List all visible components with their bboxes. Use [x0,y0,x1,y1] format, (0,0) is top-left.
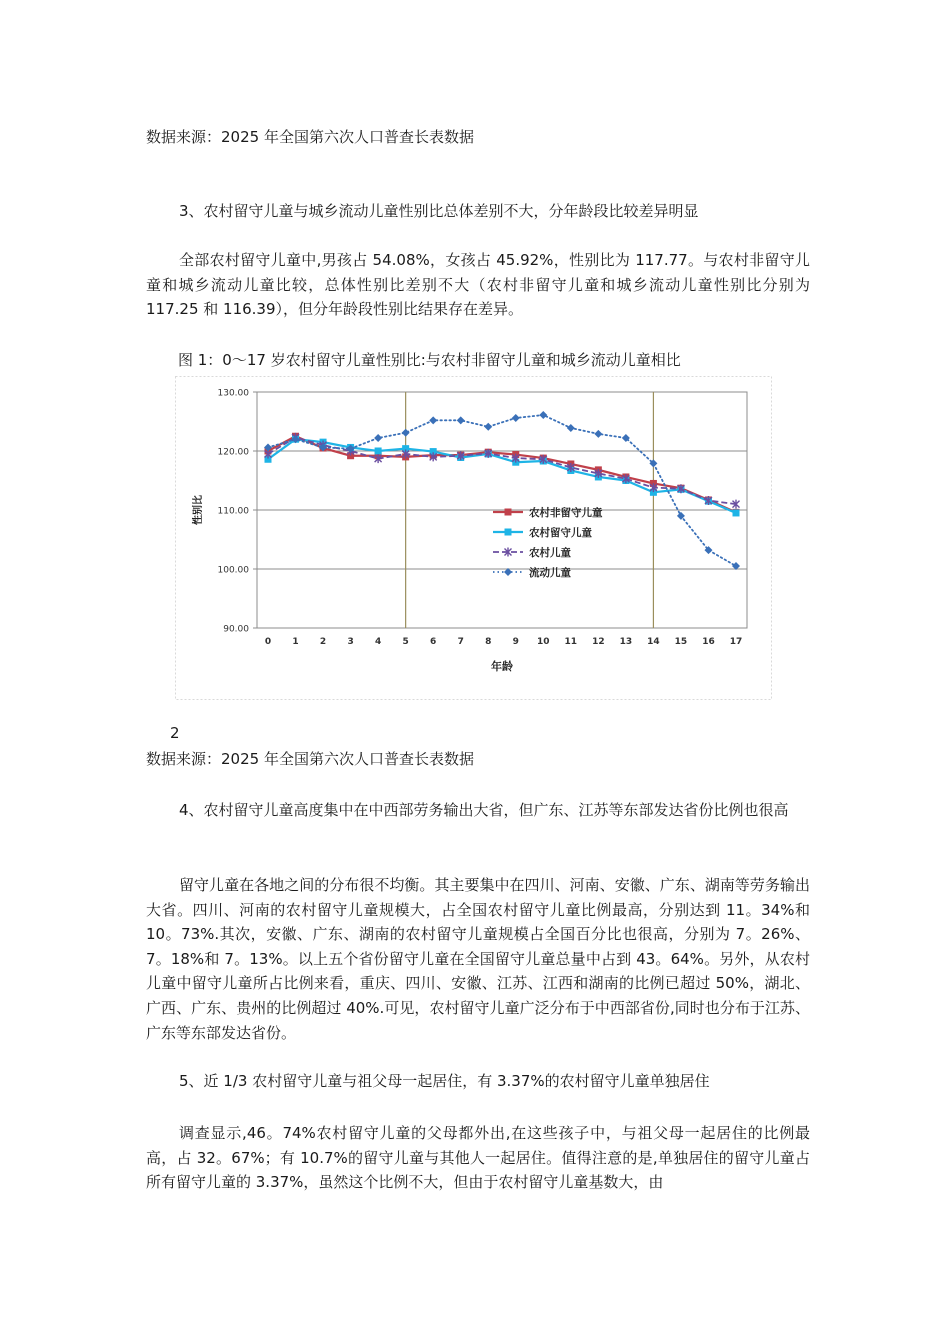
legend-label: 流动儿童 [529,567,571,579]
x-tick-label: 15 [674,637,688,647]
section-3-heading: 3、农村留守儿童与城乡流动儿童性别比总体差别不大，分年龄段比较差异明显 [179,202,699,220]
x-tick-label: 9 [512,637,519,647]
legend-label: 农村留守儿童 [529,527,592,539]
x-tick-label: 5 [402,637,409,647]
y-axis-title: 性别比 [193,495,204,525]
legend-label: 农村非留守儿童 [529,507,603,519]
sex-ratio-chart [175,376,772,700]
legend-label: 农村儿童 [529,547,571,559]
x-tick-label: 17 [729,637,743,647]
source-note: 数据来源：2025 年全国第六次人口普查长表数据 [146,750,474,768]
page-number: 2 [170,724,180,742]
x-tick-label: 4 [374,637,382,647]
section-4-heading: 4、农村留守儿童高度集中在中西部劳务输出大省，但广东、江苏等东部发达省份比例也很高 [179,801,789,819]
x-tick-label: 2 [319,637,327,647]
chart-svg [175,376,772,700]
y-tick-label: 100.00 [217,565,249,576]
x-tick-label: 13 [619,637,633,647]
legend-marker [505,509,512,516]
x-tick-label: 0 [264,637,272,647]
x-tick-label: 1 [292,637,299,647]
x-tick-label: 6 [430,637,437,647]
x-tick-label: 8 [485,637,492,647]
y-tick-label: 110.00 [217,506,249,517]
x-tick-label: 10 [537,637,550,647]
section-5-heading: 5、近 1/3 农村留守儿童与祖父母一起居住，有 3.37%的农村留守儿童单独居住 [179,1072,710,1090]
x-tick-label: 12 [592,637,605,647]
y-tick-label: 90.00 [223,624,249,635]
x-axis-title: 年龄 [491,660,513,673]
chart-frame [176,377,772,700]
data-point [733,509,740,516]
data-point [375,448,382,455]
section-3-paragraph: 全部农村留守儿童中,男孩占 54.08%，女孩占 45.92%，性别比为 117.77。与农村非留守儿童和城乡流动儿童比较，总体性别比差别不大（农村非留守儿童和城乡流动儿童性别比分别为 117.25 和 116.39），但分年龄段性别比结果存在差异。 [146,251,810,319]
y-tick-label: 130.00 [217,388,249,399]
section-5-paragraph: 调查显示,46。74%农村留守儿童的父母都外出,在这些孩子中，与祖父母一起居住的比例最高，占 32。67%；有 10.7%的留守儿童与其他人一起居住。值得注意的是,单独居住的留守儿童占所有留守儿童的 3.37%，虽然这个比例不大，但由于农村留守儿童基数大，由 [146,1124,810,1192]
x-tick-label: 14 [647,637,660,647]
figure-caption: 图 1：0～17 岁农村留守儿童性别比:与农村非留守儿童和城乡流动儿童相比 [178,351,681,369]
x-tick-label: 3 [347,637,354,647]
section-4-paragraph: 留守儿童在各地之间的分布很不均衡。其主要集中在四川、河南、安徽、广东、湖南等劳务输出大省。四川、河南的农村留守儿童规模大，占全国农村留守儿童比例最高，分别达到 11。34%和 10。73%.其次，安徽、广东、湖南的农村留守儿童规模占全国百分比也很高，分别为 7。26%、7。18%和 7。13%。以上五个省份留守儿童在全国留守儿童总量中占到 43。64%。另外，从农村儿童中留守儿童所占比例来看，重庆、四川、安徽、江苏、江西和湖南的比例已超过 50%，湖北、广西、广东、贵州的比例超过 40%.可见，农村留守儿童广泛分布于中西部省份,同时也分布于江苏、广东等东部发达省份。 [146,876,810,1042]
x-tick-label: 11 [564,637,578,647]
source-note: 数据来源：2025 年全国第六次人口普查长表数据 [146,128,474,146]
legend-marker [505,529,512,536]
x-tick-label: 7 [457,637,464,647]
y-tick-label: 120.00 [217,447,249,458]
x-tick-label: 16 [702,637,715,647]
